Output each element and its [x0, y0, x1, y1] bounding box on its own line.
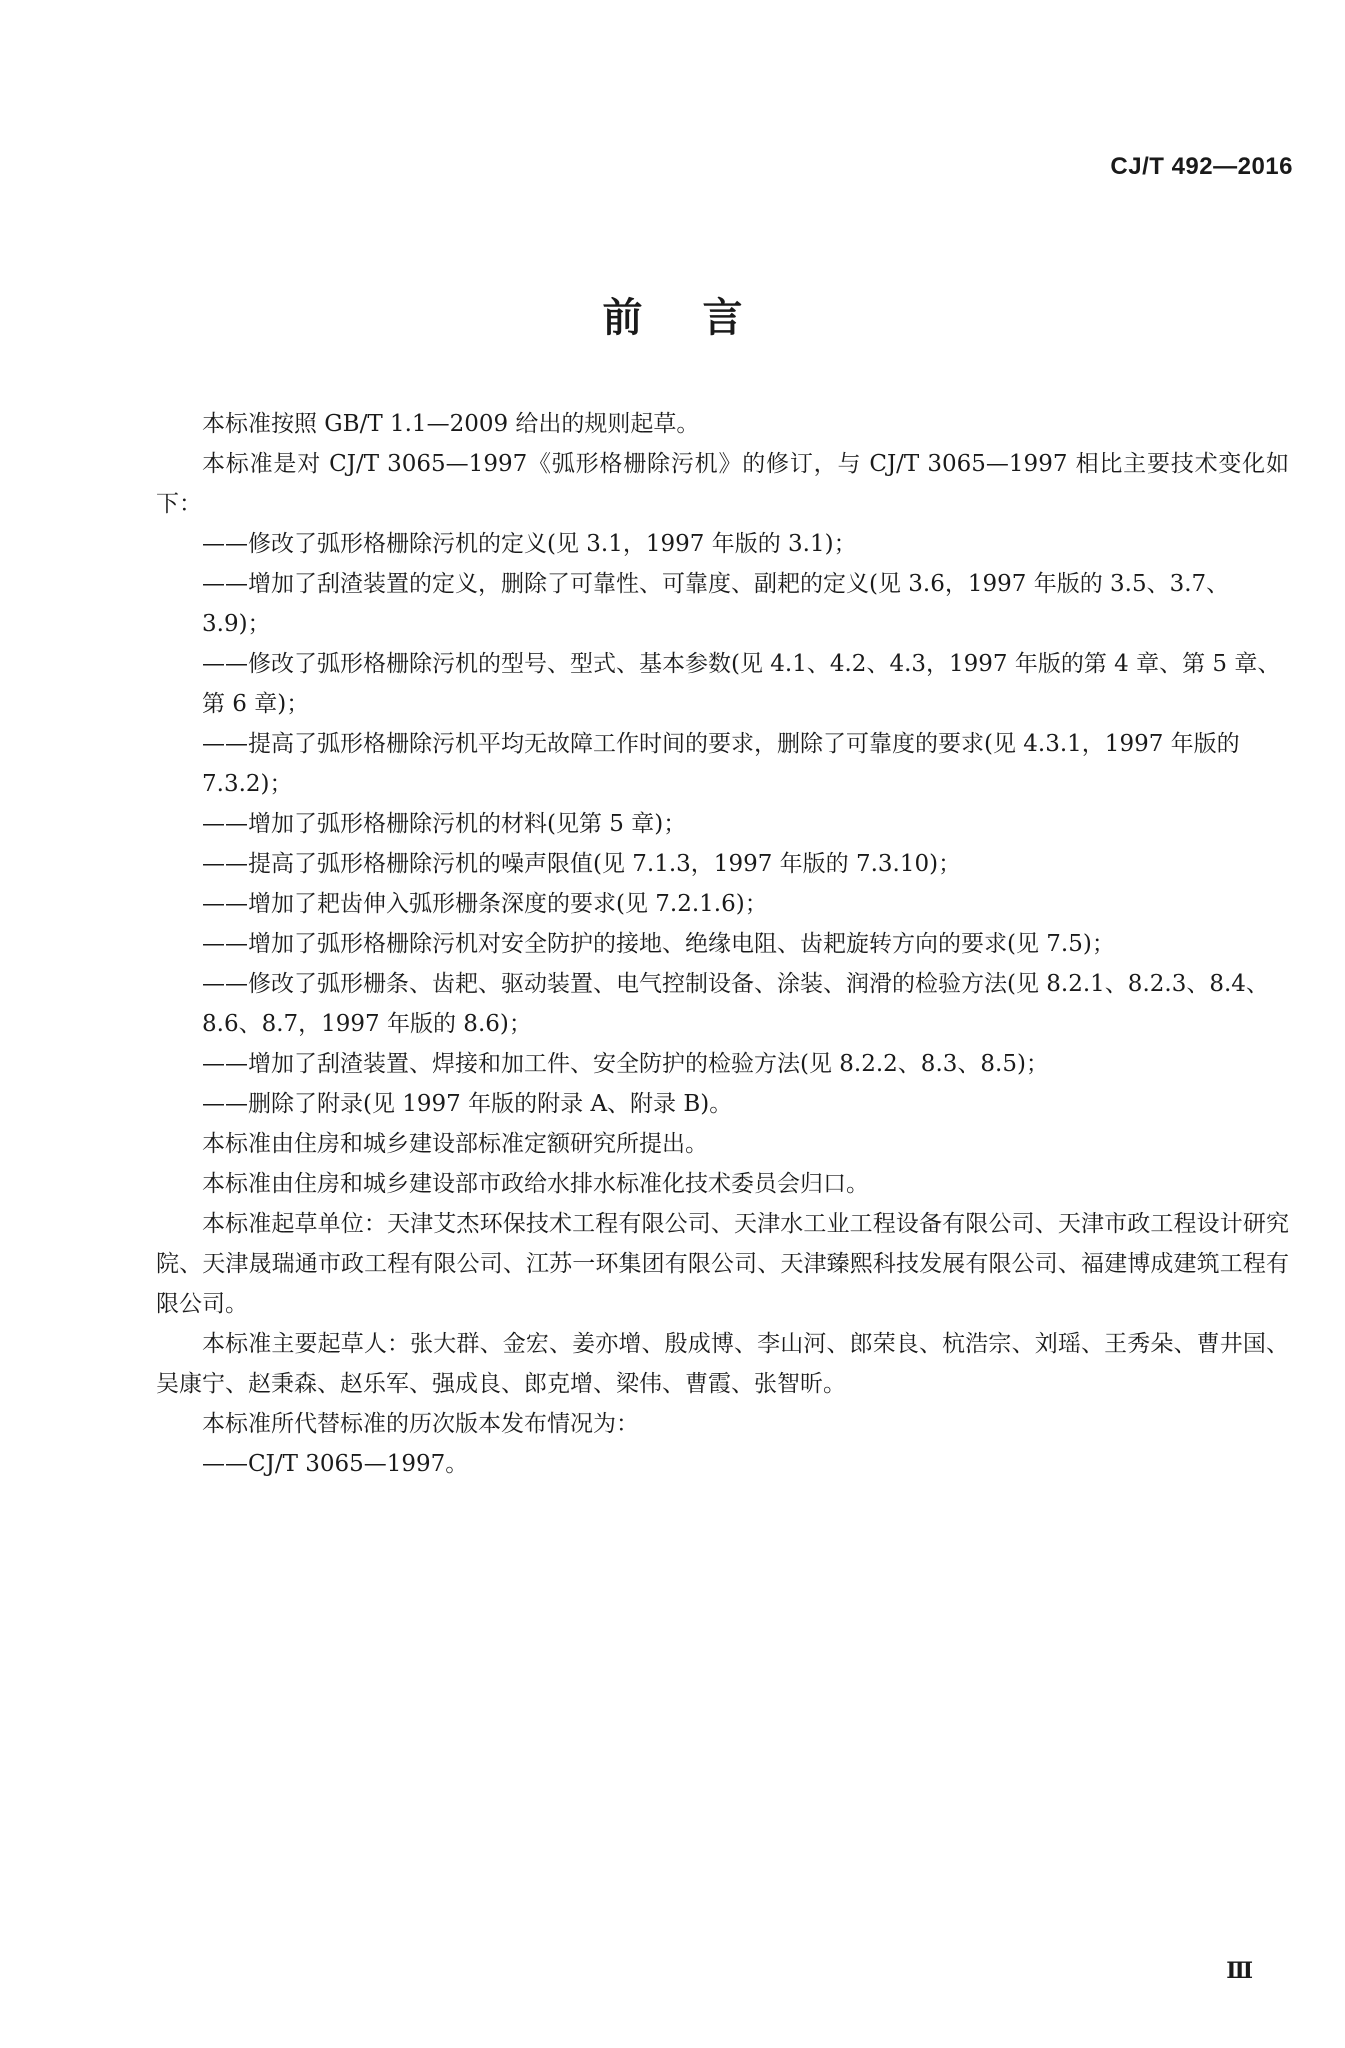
list-item: ——删除了附录(见 1997 年版的附录 A、附录 B)。 [202, 1091, 733, 1117]
list-item: ——修改了弧形格栅除污机的型号、型式、基本参数(见 4.1、4.2、4.3，1997 年版的第 4 章、第 5 章、第 6 章)； [202, 651, 1281, 717]
page-number: Ⅲ [1226, 1958, 1253, 1984]
paragraph-drafting-rules: 本标准按照 GB/T 1.1—2009 给出的规则起草。 [202, 411, 700, 437]
list-item: ——增加了弧形格栅除污机的材料(见第 5 章)； [202, 811, 687, 837]
list-item: ——提高了弧形格栅除污机的噪声限值(见 7.1.3，1997 年版的 7.3.10)； [202, 851, 962, 877]
paragraph-history-intro: 本标准所代替标准的历次版本发布情况为： [202, 1411, 639, 1437]
document-body [156, 404, 1289, 1484]
paragraph-proposer: 本标准由住房和城乡建设部标准定额研究所提出。 [202, 1131, 708, 1157]
list-item: ——增加了耙齿伸入弧形栅条深度的要求(见 7.2.1.6)； [202, 891, 768, 917]
page-title: 前言 [602, 295, 803, 341]
standard-code: CJ/T 492—2016 [1110, 153, 1293, 180]
paragraph-drafters: 本标准主要起草人：张大群、金宏、姜亦增、殷成博、李山河、郎荣良、杭浩宗、刘瑶、王秀朵、曹井国、吴康宁、赵秉森、赵乐军、强成良、郎克增、梁伟、曹霞、张智昕。 [156, 1331, 1289, 1397]
paragraph-centralized: 本标准由住房和城乡建设部市政给水排水标准化技术委员会归口。 [202, 1171, 869, 1197]
list-item: ——增加了刮渣装置的定义，删除了可靠性、可靠度、副耙的定义(见 3.6，1997 年版的 3.5、3.7、3.9)； [202, 571, 1230, 637]
list-item: ——CJ/T 3065—1997。 [202, 1451, 469, 1477]
paragraph-drafting-units: 本标准起草单位：天津艾杰环保技术工程有限公司、天津水工业工程设备有限公司、天津市政工程设计研究院、天津晟瑞通市政工程有限公司、江苏一环集团有限公司、天津臻熙科技发展有限公司、福建博成建筑工程有限公司。 [156, 1211, 1289, 1317]
list-item: ——提高了弧形格栅除污机平均无故障工作时间的要求，删除了可靠度的要求(见 4.3.1，1997 年版的 7.3.2)； [202, 731, 1240, 797]
paragraph-revision-intro: 本标准是对 CJ/T 3065—1997《弧形格栅除污机》的修订，与 CJ/T 3065—1997 相比主要技术变化如下： [156, 451, 1289, 517]
list-item: ——增加了弧形格栅除污机对安全防护的接地、绝缘电阻、齿耙旋转方向的要求(见 7.5)； [202, 931, 1115, 957]
list-item: ——增加了刮渣装置、焊接和加工件、安全防护的检验方法(见 8.2.2、8.3、8.5)； [202, 1051, 1049, 1077]
list-item: ——修改了弧形格栅除污机的定义(见 3.1，1997 年版的 3.1)； [202, 531, 857, 557]
list-item: ——修改了弧形栅条、齿耙、驱动装置、电气控制设备、涂装、润滑的检验方法(见 8.2.1、8.2.3、8.4、8.6、8.7，1997 年版的 8.6)； [202, 971, 1269, 1037]
